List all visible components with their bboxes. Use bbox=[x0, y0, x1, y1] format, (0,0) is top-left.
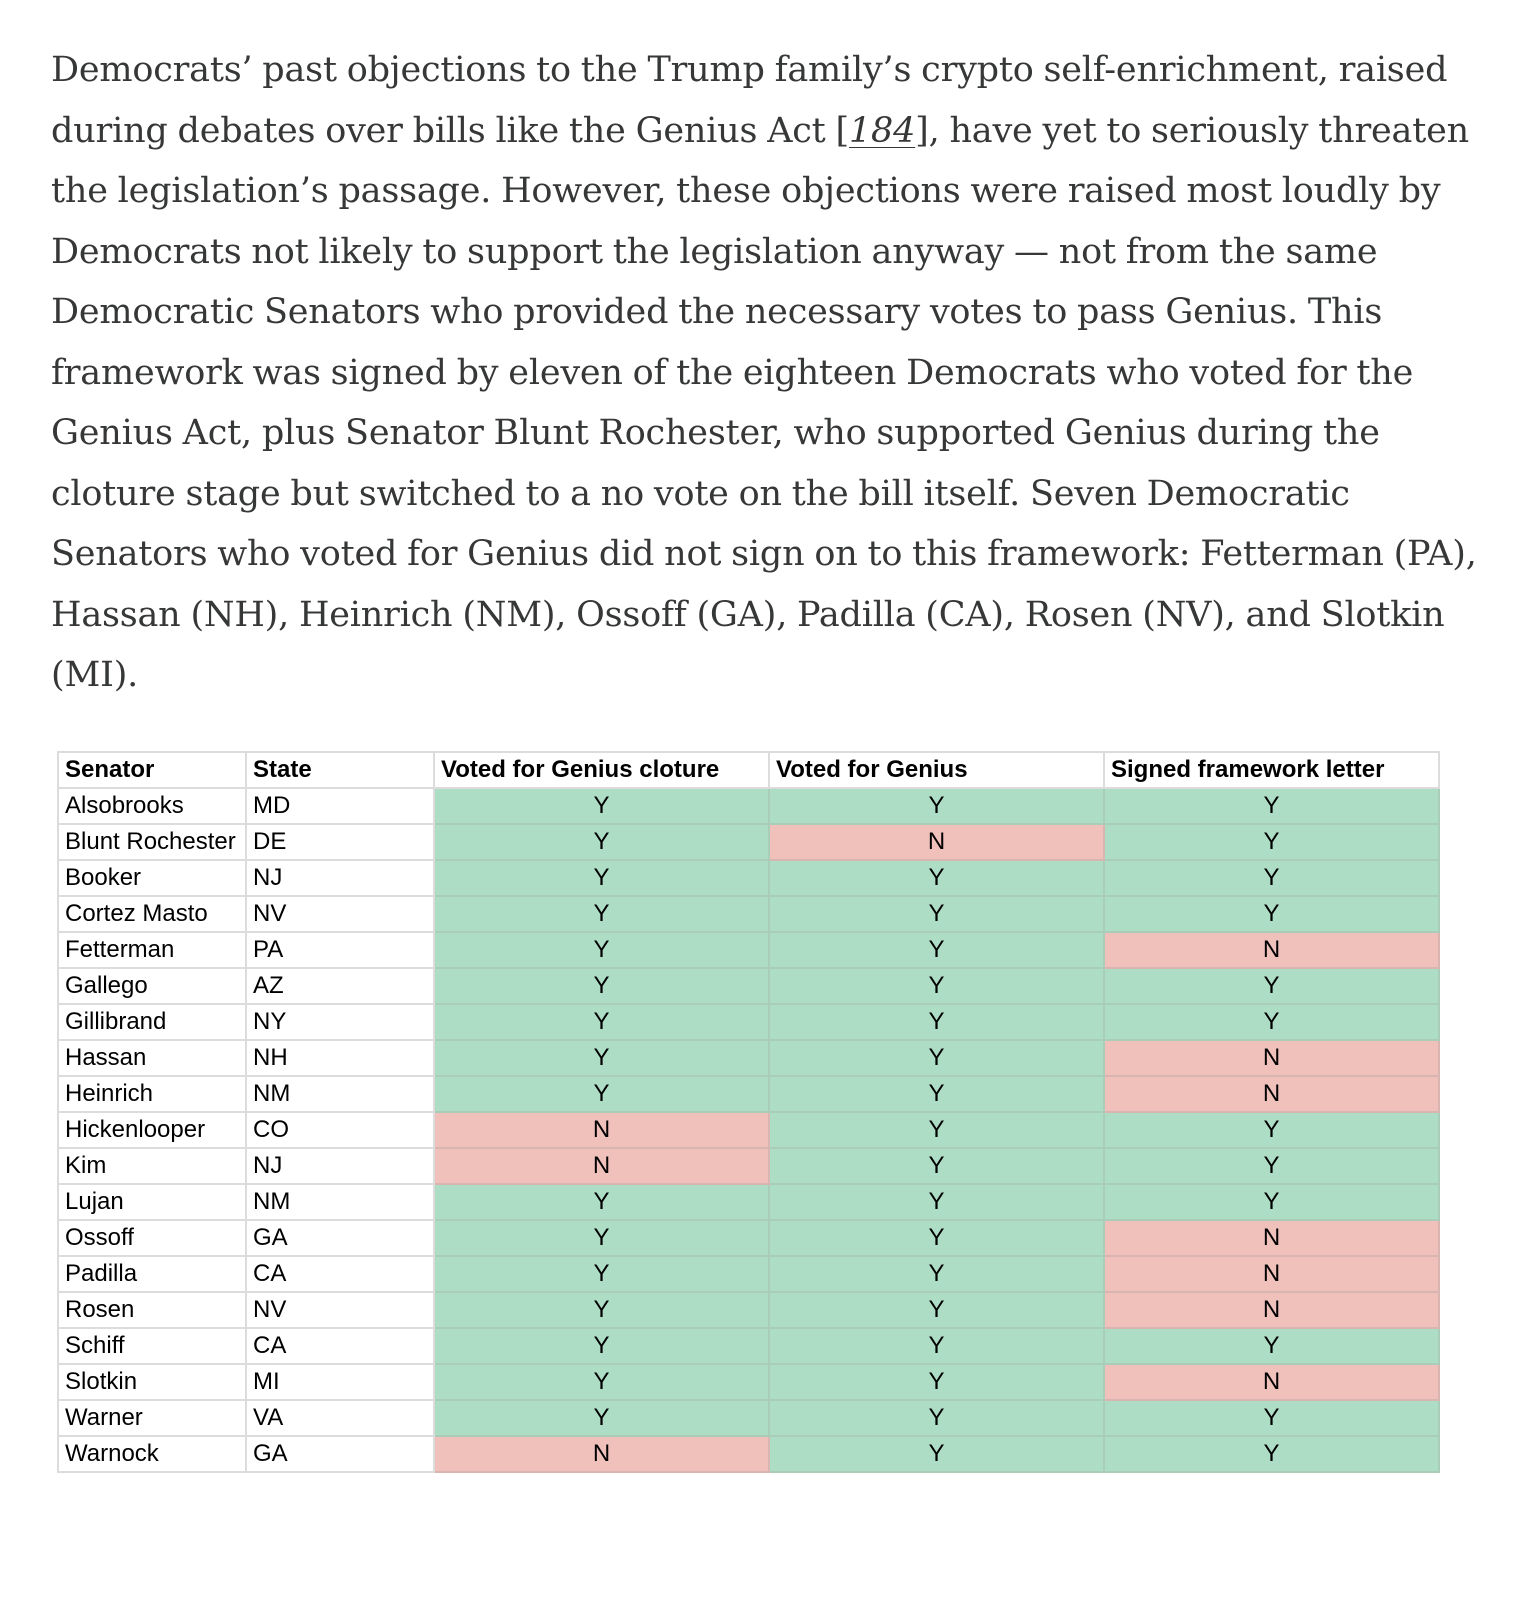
header-signed-framework: Signed framework letter bbox=[1104, 752, 1439, 788]
senator-name-cell: Fetterman bbox=[58, 932, 246, 968]
senator-name-cell: Warner bbox=[58, 1400, 246, 1436]
framework-signed-cell: Y bbox=[1104, 1112, 1439, 1148]
genius-vote-cell: Y bbox=[769, 1328, 1104, 1364]
framework-signed-cell: Y bbox=[1104, 896, 1439, 932]
cloture-vote-cell: Y bbox=[434, 1328, 769, 1364]
state-cell: NM bbox=[246, 1076, 434, 1112]
genius-vote-cell: Y bbox=[769, 968, 1104, 1004]
table-row bbox=[58, 1400, 1439, 1436]
genius-vote-cell: Y bbox=[769, 1040, 1104, 1076]
framework-signed-cell: Y bbox=[1104, 968, 1439, 1004]
senator-name-cell: Hassan bbox=[58, 1040, 246, 1076]
senator-name-cell: Warnock bbox=[58, 1436, 246, 1472]
header-voted-cloture: Voted for Genius cloture bbox=[434, 752, 769, 788]
genius-vote-cell: Y bbox=[769, 1436, 1104, 1472]
genius-vote-cell: Y bbox=[769, 1292, 1104, 1328]
state-cell: NJ bbox=[246, 860, 434, 896]
cloture-vote-cell: Y bbox=[434, 932, 769, 968]
state-cell: NY bbox=[246, 1004, 434, 1040]
framework-signed-cell: N bbox=[1104, 1364, 1439, 1400]
cloture-vote-cell: Y bbox=[434, 1076, 769, 1112]
state-cell: NV bbox=[246, 1292, 434, 1328]
cloture-vote-cell: Y bbox=[434, 1184, 769, 1220]
paragraph-text-start: Democrats’ past objections to the Trump family’s crypto self-enrichment, raised during debates over bills like the Genius Act [ bbox=[51, 50, 1448, 151]
table-row bbox=[58, 1076, 1439, 1112]
senator-name-cell: Padilla bbox=[58, 1256, 246, 1292]
genius-vote-cell: Y bbox=[769, 1364, 1104, 1400]
genius-vote-cell: Y bbox=[769, 1076, 1104, 1112]
framework-signed-cell: N bbox=[1104, 1040, 1439, 1076]
senator-name-cell: Heinrich bbox=[58, 1076, 246, 1112]
state-cell: NH bbox=[246, 1040, 434, 1076]
state-cell: NJ bbox=[246, 1148, 434, 1184]
senator-name-cell: Ossoff bbox=[58, 1220, 246, 1256]
table-row bbox=[58, 1220, 1439, 1256]
cloture-vote-cell: Y bbox=[434, 824, 769, 860]
state-cell: AZ bbox=[246, 968, 434, 1004]
cloture-vote-cell: N bbox=[434, 1436, 769, 1472]
senator-name-cell: Cortez Masto bbox=[58, 896, 246, 932]
senator-name-cell: Gillibrand bbox=[58, 1004, 246, 1040]
state-cell: MD bbox=[246, 788, 434, 824]
table-row bbox=[58, 932, 1439, 968]
cloture-vote-cell: Y bbox=[434, 1400, 769, 1436]
table-row bbox=[58, 1112, 1439, 1148]
genius-vote-cell: Y bbox=[769, 1400, 1104, 1436]
senator-name-cell: Schiff bbox=[58, 1328, 246, 1364]
genius-vote-cell: Y bbox=[769, 1112, 1104, 1148]
senator-name-cell: Booker bbox=[58, 860, 246, 896]
cloture-vote-cell: N bbox=[434, 1112, 769, 1148]
framework-signed-cell: N bbox=[1104, 1220, 1439, 1256]
cloture-vote-cell: Y bbox=[434, 1292, 769, 1328]
framework-signed-cell: N bbox=[1104, 1292, 1439, 1328]
cloture-vote-cell: Y bbox=[434, 968, 769, 1004]
table-header-row bbox=[58, 752, 1439, 788]
senator-name-cell: Rosen bbox=[58, 1292, 246, 1328]
genius-vote-cell: Y bbox=[769, 1004, 1104, 1040]
state-cell: CA bbox=[246, 1328, 434, 1364]
table-row bbox=[58, 896, 1439, 932]
state-cell: VA bbox=[246, 1400, 434, 1436]
state-cell: MI bbox=[246, 1364, 434, 1400]
framework-signed-cell: Y bbox=[1104, 1004, 1439, 1040]
framework-signed-cell: N bbox=[1104, 1076, 1439, 1112]
cloture-vote-cell: Y bbox=[434, 1220, 769, 1256]
state-cell: CA bbox=[246, 1256, 434, 1292]
table-row bbox=[58, 1256, 1439, 1292]
framework-signed-cell: N bbox=[1104, 932, 1439, 968]
framework-signed-cell: Y bbox=[1104, 824, 1439, 860]
genius-vote-cell: Y bbox=[769, 896, 1104, 932]
state-cell: NV bbox=[246, 896, 434, 932]
article-paragraph bbox=[51, 40, 1501, 706]
table-row bbox=[58, 1436, 1439, 1472]
state-cell: DE bbox=[246, 824, 434, 860]
senator-name-cell: Blunt Rochester bbox=[58, 824, 246, 860]
genius-vote-cell: Y bbox=[769, 1148, 1104, 1184]
state-cell: NM bbox=[246, 1184, 434, 1220]
cloture-vote-cell: Y bbox=[434, 1256, 769, 1292]
framework-signed-cell: Y bbox=[1104, 1400, 1439, 1436]
framework-signed-cell: Y bbox=[1104, 788, 1439, 824]
framework-signed-cell: Y bbox=[1104, 1436, 1439, 1472]
cloture-vote-cell: Y bbox=[434, 1004, 769, 1040]
framework-signed-cell: N bbox=[1104, 1256, 1439, 1292]
genius-vote-cell: Y bbox=[769, 1220, 1104, 1256]
senator-name-cell: Lujan bbox=[58, 1184, 246, 1220]
state-cell: CO bbox=[246, 1112, 434, 1148]
cloture-vote-cell: Y bbox=[434, 860, 769, 896]
state-cell: PA bbox=[246, 932, 434, 968]
table-row bbox=[58, 1292, 1439, 1328]
framework-signed-cell: Y bbox=[1104, 1148, 1439, 1184]
table-row bbox=[58, 788, 1439, 824]
senator-name-cell: Hickenlooper bbox=[58, 1112, 246, 1148]
genius-vote-cell: Y bbox=[769, 1256, 1104, 1292]
state-cell: GA bbox=[246, 1436, 434, 1472]
framework-signed-cell: Y bbox=[1104, 860, 1439, 896]
cloture-vote-cell: Y bbox=[434, 1364, 769, 1400]
table-row bbox=[58, 1328, 1439, 1364]
footnote-link-184[interactable]: 184 bbox=[848, 110, 916, 151]
senator-votes-table bbox=[57, 751, 1440, 1473]
table-row bbox=[58, 860, 1439, 896]
table-row bbox=[58, 1040, 1439, 1076]
table-row bbox=[58, 1004, 1439, 1040]
state-cell: GA bbox=[246, 1220, 434, 1256]
senator-name-cell: Kim bbox=[58, 1148, 246, 1184]
header-senator: Senator bbox=[58, 752, 246, 788]
table-row bbox=[58, 1184, 1439, 1220]
framework-signed-cell: Y bbox=[1104, 1184, 1439, 1220]
table-row bbox=[58, 968, 1439, 1004]
senator-votes-table-container bbox=[57, 751, 1440, 1473]
table-row bbox=[58, 1148, 1439, 1184]
genius-vote-cell: Y bbox=[769, 1184, 1104, 1220]
genius-vote-cell: Y bbox=[769, 860, 1104, 896]
cloture-vote-cell: Y bbox=[434, 1040, 769, 1076]
framework-signed-cell: Y bbox=[1104, 1328, 1439, 1364]
senator-name-cell: Alsobrooks bbox=[58, 788, 246, 824]
cloture-vote-cell: N bbox=[434, 1148, 769, 1184]
table-row bbox=[58, 824, 1439, 860]
header-voted-genius: Voted for Genius bbox=[769, 752, 1104, 788]
senator-name-cell: Slotkin bbox=[58, 1364, 246, 1400]
genius-vote-cell: Y bbox=[769, 932, 1104, 968]
cloture-vote-cell: Y bbox=[434, 896, 769, 932]
header-state: State bbox=[246, 752, 434, 788]
senator-name-cell: Gallego bbox=[58, 968, 246, 1004]
table-body bbox=[58, 788, 1439, 1472]
genius-vote-cell: N bbox=[769, 824, 1104, 860]
genius-vote-cell: Y bbox=[769, 788, 1104, 824]
paragraph-text-end: ], have yet to seriously threaten the legislation’s passage. However, these objections were raised most loudly by Democrats not likely to support the legislation anyway — not from the same Democratic Senators who provided the necessary votes to pass Genius. This framework was signed by eleven of the eighteen Democrats who voted for the Genius Act, plus Senator Blunt Rochester, who supported Genius during the cloture stage but switched to a no vote on the bill itself. Seven Democratic Senators who voted for Genius did not sign on to this framework: Fetterman (PA), Hassan (NH), Heinrich (NM), Ossoff (GA), Padilla (CA), Rosen (NV), and Slotkin (MI). bbox=[51, 110, 1477, 695]
table-row bbox=[58, 1364, 1439, 1400]
cloture-vote-cell: Y bbox=[434, 788, 769, 824]
